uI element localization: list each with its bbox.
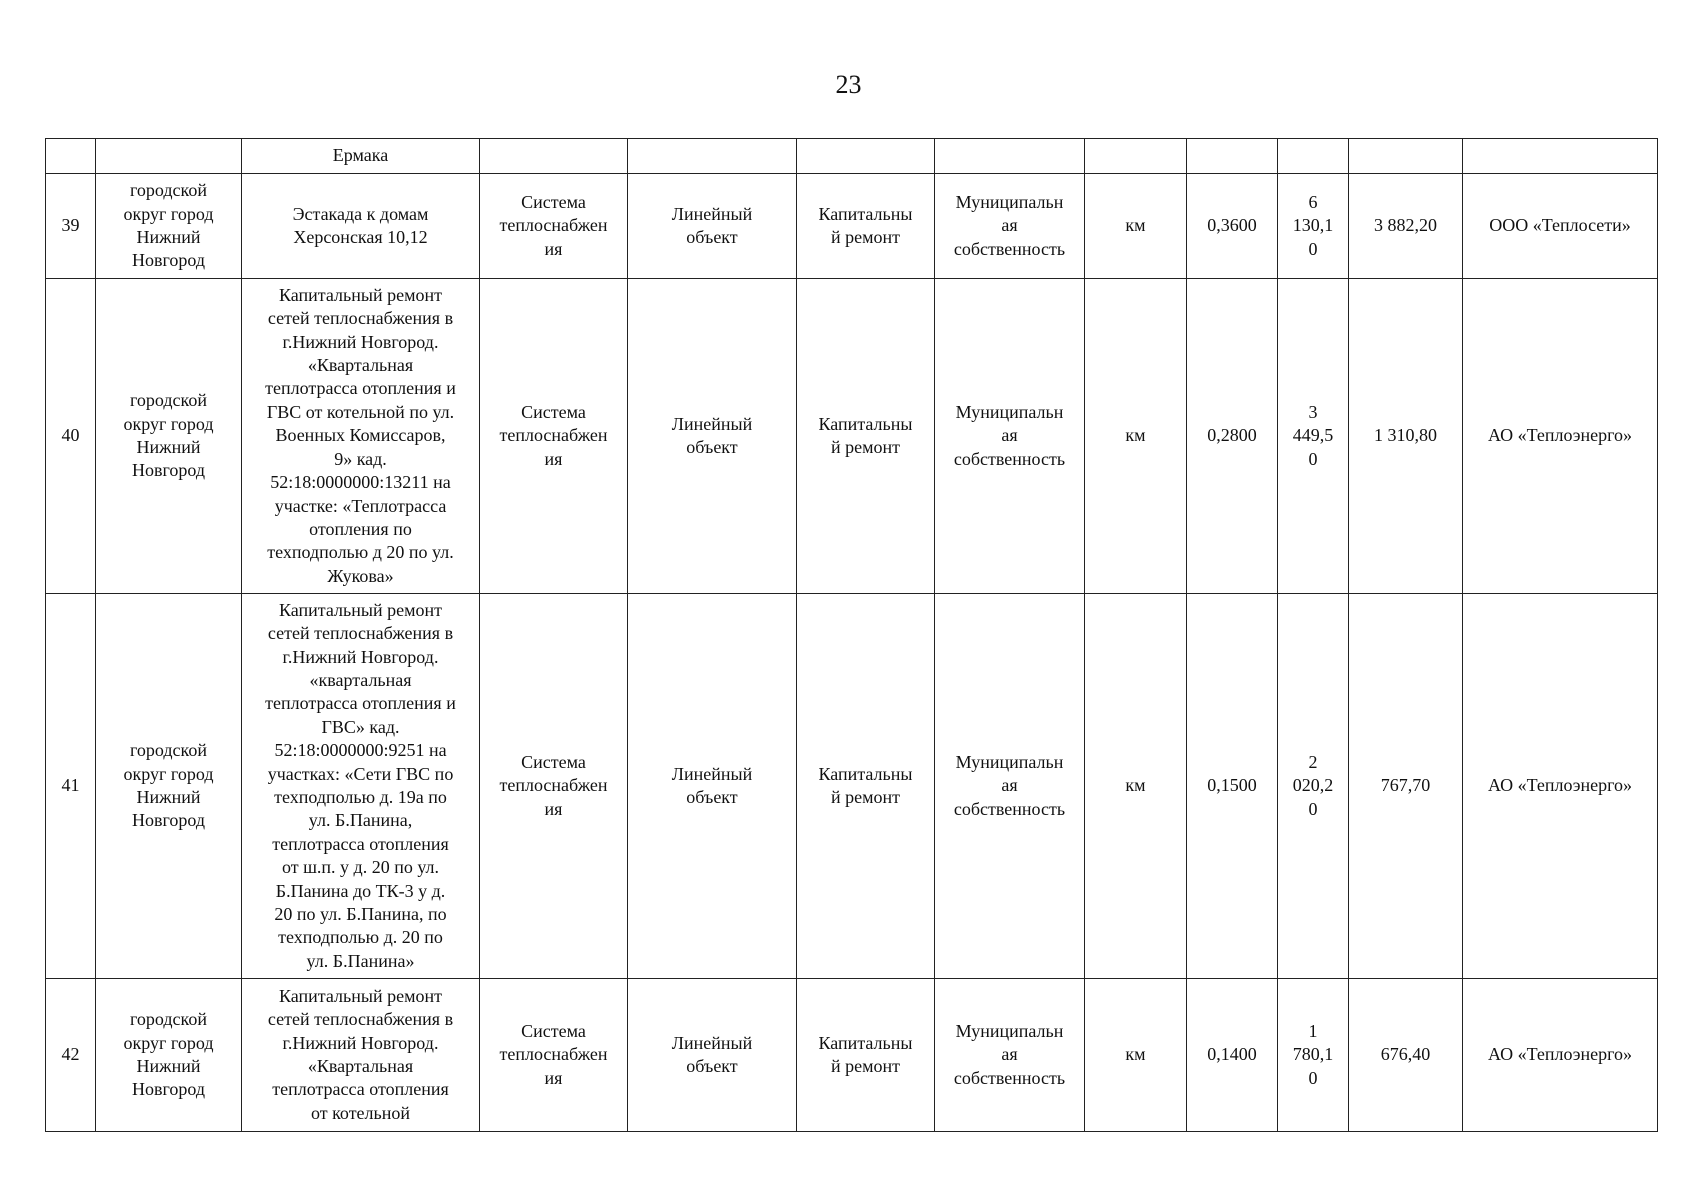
cell-line: ая — [1001, 1044, 1018, 1065]
cell-line: 6 — [1308, 191, 1318, 212]
cell-line: сетей теплоснабжения в — [267, 623, 454, 644]
cell-unit: км — [1085, 979, 1187, 1132]
cell-line: «квартальная — [309, 669, 412, 690]
cell-line: ГВС» кад. — [321, 716, 400, 737]
cell-length: 0,3600 — [1187, 174, 1278, 279]
cell-line: собственность — [953, 448, 1066, 469]
cell-line: ая — [1001, 775, 1018, 796]
cell-line: 52:18:0000000:9251 на — [274, 740, 447, 761]
cell-line: Линейный — [671, 1032, 753, 1053]
cell-line: объект — [686, 437, 738, 457]
cell-municipality — [96, 139, 242, 174]
cell-municipality — [96, 279, 242, 594]
cell-line: «Квартальная — [307, 355, 414, 376]
cell-line: й ремонт — [830, 1056, 900, 1076]
cell-line: ая — [1001, 215, 1018, 236]
cell-line: й ремонт — [830, 437, 900, 457]
cell-cost — [1278, 174, 1349, 279]
cell-line: техподполью д 20 по ул. — [267, 542, 454, 563]
cell-work-type — [797, 594, 935, 979]
cell-line: г.Нижний Новгород. — [282, 646, 439, 667]
cell-unit — [1085, 139, 1187, 174]
cell-work-type — [797, 979, 935, 1132]
cell-line: Новгород — [131, 250, 206, 271]
cell-unit: км — [1085, 174, 1187, 279]
cell-municipality — [96, 594, 242, 979]
cell-num: 39 — [46, 174, 96, 279]
cell-line: Новгород — [131, 460, 206, 481]
cell-line: Линейный — [671, 203, 753, 224]
cell-line: 52:18:0000000:13211 на — [270, 472, 451, 493]
cell-line: 020,2 — [1292, 775, 1334, 796]
cell-amount: 676,40 — [1349, 979, 1463, 1132]
cell-line: Новгород — [131, 810, 206, 831]
cell-line: Б.Панина до ТК-3 у д. — [275, 880, 446, 901]
cell-line: Система — [521, 401, 586, 422]
cell-line: теплоснабжен — [499, 425, 608, 446]
cell-operator — [1463, 139, 1658, 174]
cell-line: участке: «Теплотрасса — [274, 495, 447, 516]
cell-line: Система — [521, 191, 586, 212]
cell-line: Система — [521, 751, 586, 772]
cell-line: объект — [686, 787, 738, 807]
cell-line: Капитальный ремонт — [279, 284, 442, 305]
cell-operator: АО «Теплоэнерго» — [1463, 979, 1658, 1132]
cell-line: городской — [129, 1009, 208, 1030]
cell-line: теплоснабжен — [499, 215, 608, 236]
cell-line: от ш.п. у д. 20 по ул. — [281, 857, 440, 878]
cell-system — [480, 174, 628, 279]
cell-line: 0 — [1308, 238, 1318, 259]
cell-line: округ город — [123, 1032, 214, 1053]
cell-line: 0 — [1308, 1067, 1318, 1088]
cell-line: Капитальный ремонт — [279, 599, 442, 620]
cell-line: собственность — [953, 238, 1066, 259]
cell-line: ул. Б.Панина, — [308, 810, 413, 831]
cell-line: 0 — [1308, 448, 1318, 469]
data-table — [45, 138, 1658, 1132]
cell-line: собственность — [953, 798, 1066, 819]
cell-line: Военных Комиссаров, — [275, 425, 446, 446]
cell-line: 1 — [1308, 1020, 1318, 1041]
cell-operator: ООО «Теплосети» — [1463, 174, 1658, 279]
cell-line: участках: «Сети ГВС по — [267, 763, 454, 784]
cell-object-type — [628, 979, 797, 1132]
table-row — [46, 279, 1658, 594]
cell-system — [480, 594, 628, 979]
cell-line: теплоснабжен — [499, 775, 608, 796]
cell-ownership — [935, 594, 1085, 979]
cell-amount — [1349, 139, 1463, 174]
page-number: 23 — [835, 70, 862, 99]
cell-object — [242, 594, 480, 979]
cell-line: Капитальны — [818, 413, 913, 434]
cell-object-type — [628, 174, 797, 279]
cell-operator: АО «Теплоэнерго» — [1463, 279, 1658, 594]
cell-line: г.Нижний Новгород. — [282, 1032, 439, 1053]
cell-line: Нижний — [136, 787, 201, 807]
cell-object-type — [628, 594, 797, 979]
cell-line: ия — [544, 1067, 563, 1088]
table-row — [46, 594, 1658, 979]
cell-line: округ город — [123, 763, 214, 784]
cell-line: техподполью д. 20 по — [278, 927, 443, 948]
cell-line: Линейный — [671, 763, 753, 784]
cell-cost — [1278, 594, 1349, 979]
cell-line: ул. Б.Панина» — [306, 950, 415, 971]
cell-length: 0,1400 — [1187, 979, 1278, 1132]
cell-unit: км — [1085, 279, 1187, 594]
cell-object: Ермака — [242, 139, 480, 174]
cell-line: Херсонская 10,12 — [293, 227, 428, 247]
cell-work-type — [797, 174, 935, 279]
cell-work-type — [797, 139, 935, 174]
cell-system — [480, 139, 628, 174]
cell-line: округ город — [123, 203, 214, 224]
cell-line: теплотрасса отопления и — [265, 693, 456, 714]
cell-line: отопления по — [309, 518, 412, 539]
cell-line: теплотрасса отопления и — [265, 378, 456, 399]
cell-municipality — [96, 174, 242, 279]
cell-line: Муниципальн — [955, 191, 1064, 212]
cell-operator: АО «Теплоэнерго» — [1463, 594, 1658, 979]
cell-amount: 1 310,80 — [1349, 279, 1463, 594]
cell-line: 130,1 — [1292, 215, 1334, 236]
cell-num: 41 — [46, 594, 96, 979]
cell-line: г.Нижний Новгород. — [282, 331, 439, 352]
cell-line: Нижний — [136, 1056, 201, 1076]
table-row — [46, 174, 1658, 279]
cell-line: Муниципальн — [955, 401, 1064, 422]
table-body — [46, 139, 1658, 1132]
cell-length: 0,2800 — [1187, 279, 1278, 594]
cell-line: Муниципальн — [955, 751, 1064, 772]
cell-line: 449,5 — [1292, 425, 1334, 446]
cell-object-type — [628, 139, 797, 174]
table-row-continuation — [46, 139, 1658, 174]
cell-line: Эстакада к домам — [292, 203, 429, 224]
cell-line: ия — [544, 448, 563, 469]
cell-amount: 767,70 — [1349, 594, 1463, 979]
cell-ownership — [935, 979, 1085, 1132]
cell-line: «Квартальная — [307, 1056, 414, 1076]
cell-line: от котельной — [310, 1102, 411, 1123]
cell-line: теплотрасса отопления — [272, 1079, 449, 1100]
cell-line: Жукова» — [327, 565, 394, 586]
cell-line: округ город — [123, 413, 214, 434]
cell-line: Капитальны — [818, 763, 913, 784]
cell-line: объект — [686, 1056, 738, 1076]
cell-line: городской — [129, 180, 208, 201]
cell-line: 0 — [1308, 798, 1318, 819]
cell-num — [46, 139, 96, 174]
cell-ownership — [935, 174, 1085, 279]
cell-line: Новгород — [131, 1079, 206, 1100]
cell-line: Линейный — [671, 413, 753, 434]
cell-line: й ремонт — [830, 787, 900, 807]
cell-num: 42 — [46, 979, 96, 1132]
cell-work-type — [797, 279, 935, 594]
cell-object — [242, 279, 480, 594]
cell-ownership — [935, 139, 1085, 174]
cell-line: теплоснабжен — [499, 1044, 608, 1065]
cell-line: собственность — [953, 1067, 1066, 1088]
table-row — [46, 979, 1658, 1132]
cell-line: техподполью д. 19а по — [274, 787, 447, 807]
cell-line: сетей теплоснабжения в — [267, 1009, 454, 1030]
cell-cost — [1278, 979, 1349, 1132]
cell-ownership — [935, 279, 1085, 594]
cell-system — [480, 279, 628, 594]
cell-line: 9» кад. — [334, 448, 387, 469]
cell-system — [480, 979, 628, 1132]
cell-num: 40 — [46, 279, 96, 594]
cell-line: объект — [686, 227, 738, 247]
cell-line: Нижний — [136, 227, 201, 247]
cell-line: Капитальный ремонт — [279, 985, 442, 1006]
cell-line: теплотрасса отопления — [272, 833, 449, 854]
cell-line: городской — [129, 390, 208, 411]
cell-line: ия — [544, 238, 563, 259]
cell-line: 2 — [1308, 751, 1318, 772]
cell-line: сетей теплоснабжения в — [267, 308, 454, 329]
cell-line: 3 — [1308, 401, 1318, 422]
cell-line: Муниципальн — [955, 1020, 1064, 1041]
cell-amount: 3 882,20 — [1349, 174, 1463, 279]
cell-line: ая — [1001, 425, 1018, 446]
cell-cost — [1278, 139, 1349, 174]
cell-line: Капитальны — [818, 203, 913, 224]
cell-unit: км — [1085, 594, 1187, 979]
cell-line: Капитальны — [818, 1032, 913, 1053]
cell-length — [1187, 139, 1278, 174]
cell-line: Система — [521, 1020, 586, 1041]
cell-line: ГВС от котельной по ул. — [266, 401, 455, 422]
cell-line: й ремонт — [830, 227, 900, 247]
cell-line: 20 по ул. Б.Панина, по — [274, 904, 447, 925]
cell-line: 780,1 — [1292, 1044, 1334, 1065]
cell-object — [242, 174, 480, 279]
cell-object — [242, 979, 480, 1132]
cell-municipality — [96, 979, 242, 1132]
cell-line: городской — [129, 740, 208, 761]
cell-cost — [1278, 279, 1349, 594]
cell-line: Нижний — [136, 437, 201, 457]
cell-line: ия — [544, 798, 563, 819]
cell-length: 0,1500 — [1187, 594, 1278, 979]
cell-object-type — [628, 279, 797, 594]
